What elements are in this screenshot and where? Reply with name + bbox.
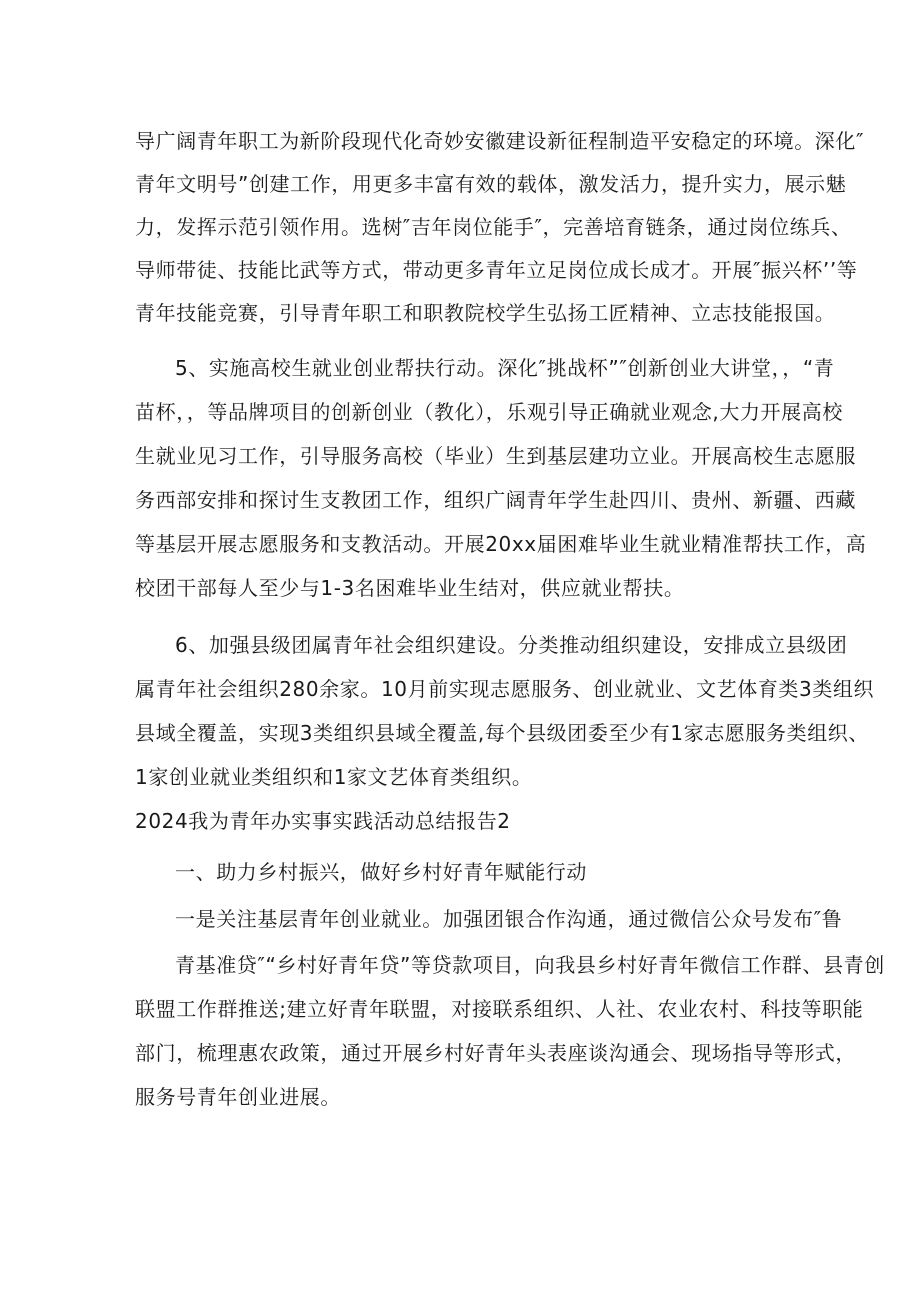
paragraph-5-first-line: 5、实施高校生就业创业帮扶行动。深化″挑战杯”″创新创业大讲堂，，“青 (175, 356, 835, 380)
text-line: 县域全覆盖，实现3类组织县域全覆盖,每个县级团委至少有1家志愿服务类组织、 (135, 721, 870, 745)
text-line: 导广阔青年职工为新阶段现代化奇妙安徽建设新征程制造平安稳定的环境。深化″ (135, 129, 865, 153)
text-line: 务西部安排和探讨生支教团工作，组织广阔青年学生赴四川、贵州、新疆、西藏 (135, 488, 856, 512)
text-line: 导师带徒、技能比武等方式，带动更多青年立足岗位成长成才。开展″振兴杯’’等 (135, 258, 858, 282)
text-line: 青年技能竞赛，引导青年职工和职教院校学生弘扬工匠精神、立志技能报国。 (135, 301, 836, 325)
text-line: 属青年社会组织280余家。10月前实现志愿服务、创业就业、文艺体育类3类组织 (135, 677, 875, 701)
text-line: 1家创业就业类组织和1家文艺体育类组织。 (135, 765, 533, 789)
text-line: 青年文明号”创建工作，用更多丰富有效的载体，激发活力，提升实力，展示魅 (135, 172, 847, 196)
section-heading: 一是关注基层青年创业就业。加强团银合作沟通，通过微信公众号发布″鲁 (175, 907, 843, 931)
text-line: 苗杯，，等品牌项目的创新创业（教化），乐观引导正确就业观念,大力开展高校 (135, 400, 843, 424)
paragraph-first-line: 青基准贷″“乡村好青年贷”等贷款项目，向我县乡村好青年微信工作群、县青创 (175, 953, 885, 977)
text-line: 生就业见习工作，引导服务高校（毕业）生到基层建功立业。开展高校生志愿服 (135, 444, 856, 468)
text-line: 力，发挥示范引领作用。选树″吉年岗位能手″，完善培育链条，通过岗位练兵、 (135, 215, 852, 239)
paragraph-6-first-line: 6、加强县级团属青年社会组织建设。分类推动组织建设，安排成立县级团 (175, 633, 848, 657)
text-line: 服务号青年创业进展。 (135, 1085, 341, 1109)
text-line: 校团干部每人至少与1-3名困难毕业生结对，供应就业帮扶。 (135, 576, 685, 600)
text-line: 2024我为青年办实事实践活动总结报告2 (135, 809, 511, 833)
text-line: 部门，梳理惠农政策，通过开展乡村好青年头表座谈沟通会、现场指导等形式， (135, 1041, 856, 1065)
text-line: 联盟工作群推送;建立好青年联盟，对接联系组织、人社、农业农村、科技等职能 (135, 997, 864, 1021)
report-title: 一、助力乡村振兴，做好乡村好青年赋能行动 (175, 860, 587, 884)
text-line: 等基层开展志愿服务和支教活动。开展20xx届困难毕业生就业精准帮扶工作，高 (135, 532, 867, 556)
